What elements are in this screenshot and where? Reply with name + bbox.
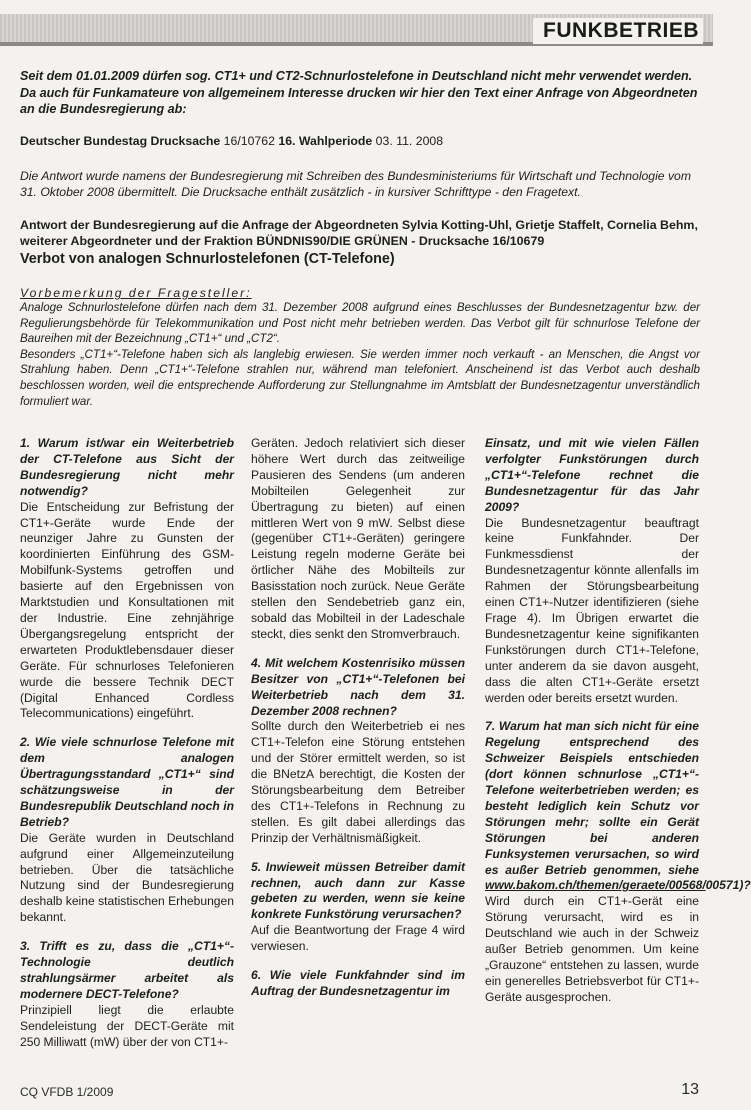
answer-3-continued: Geräten. Jedoch relativiert sich dieser höhere Wert durch das zeitweilige Pausieren des Sendens (um anderen Mobilteilen Gelegenheit zur Übertragung zu bieten) auf einen mittleren Wert von 9 mW. Selbst diese (gegenüber CT1+-Geräten) geringere Leistung regeln moderne Geräte bei örtlicher Nähe des Mobilteils zur Basisstation noch zurück. Neue Geräte stellen den Sendebetrieb ganz ein, sobald das Mobilteil in der Ladeschale steckt, dies senkt den Stromverbrauch.: [251, 436, 465, 641]
answer-5: Auf die Beantwortung der Frage 4 wird verwiesen.: [251, 923, 465, 954]
question-6: 6. Wie viele Funkfahnder sind im Auftrag der Bundesnetzagentur im: [251, 968, 465, 998]
column-1: [20, 436, 234, 1051]
vorbemerkung-text: [20, 300, 700, 409]
question-7: [485, 719, 751, 894]
page-number: 13: [681, 1081, 699, 1098]
question-6-continued: Einsatz, und mit wie vielen Fällen verfolgter Funkstörungen durch „CT1+“-Telefone rechnet die Bundesnetzagentur für das Jahr 2009?: [485, 436, 699, 514]
question-5: 5. Inwieweit müssen Betreiber damit rechnen, auch dann zur Kasse gebeten zu werden, wenn sie keine konkrete Funkstörung verursachen?: [251, 859, 465, 922]
drucksache-date: 03. 11. 2008: [375, 134, 444, 148]
question-4: 4. Mit welchem Kostenrisiko müssen Besitzer von „CT1+“-Telefonen bei Weiterbetrieb nach dem 31. Dezember 2008 rechnen?: [251, 655, 465, 718]
verbot-title: Verbot von analogen Schnurlostelefonen (CT-Telefone): [20, 251, 395, 267]
question-2: 2. Wie viele schnurlose Telefone mit dem analogen Übertragungsstandard „CT1+“ sind schätzungsweise in der Bundesrepublik Deutschland noch in Betrieb?: [20, 735, 234, 829]
question-7-text: 7. Warum hat man sich nicht für eine Regelung entsprechend des Schweizer Beispiels entschieden (dort können schnurlose „CT1+“-Telefone weiterbetrieben werden; es besteht lediglich kein Schutz vor Störungen mehr; sollte ein Gerät Störungen bei anderen Funksystemen verursachen, so wird es außer Betrieb genommen, siehe: [485, 719, 699, 877]
answer-1: Die Entscheidung zur Befristung der CT1+-Geräte wurde Ende der neunziger Jahre zu Gunsten der koordinierten Einführung des GSM-Mobilfunk-Systems getroffen und basierte auf den Ergebnissen von Marktstudien und Konsultationen mit der Industrie. Eine zehnjährige Übergangsregelung entspricht der erwarteten Produktlebensdauer dieser Geräte. Für schnurloses Telefonieren wurde die bessere Technik DECT (Digital Enhanced Cordless Telecommunications) eingeführt.: [20, 499, 234, 721]
bakom-link: www.bakom.ch/themen/geraete/00568/: [485, 878, 706, 893]
drucksache-period: 16. Wahlperiode: [278, 134, 373, 148]
antwort-title: Antwort der Bundesregierung auf die Anfrage der Abgeordneten Sylvia Kotting-Uhl, Grietje Staffelt, Cornelia Behm, weiterer Abgeordneter und der Fraktion BÜNDNIS90/DIE GRÜNEN - Drucksache 16/10679: [20, 218, 698, 249]
section-title: FUNKBETRIEB: [533, 18, 703, 44]
drucksache-number: 16/10762: [223, 134, 275, 148]
column-3: [485, 436, 751, 1006]
answer-4: Sollte durch den Weiterbetrieb ei nes CT1+-Telefon eine Störung entstehen und der Störer ermittelt werden, so ist die BNetzA berechtigt, die Kosten der Störungsbearbeitung dem Betreiber des CT1+-Telefons in Rechnung zu stellen. Es gilt dabei allerdings das Prinzip der Verhältnismäßigkeit.: [251, 719, 465, 845]
question-1: 1. Warum ist/war ein Weiterbetrieb der CT-Telefone aus Sicht der Bundesregierung nicht mehr notwendig?: [20, 436, 234, 498]
vorbemerkung-paragraph: Besonders „CT1+“-Telefone haben sich als langlebig erwiesen. Sie werden immer noch verkauft - an Menschen, die Angst vor Strahlung haben. Denn „CT1+“-Telefone strahlen nur, während man telefoniert. Anscheinend ist das Verbot auch deshalb beschlossen worden, weil die entsprechende Aufforderung zur Stellungnahme im Amtsblatt der Bundesnetzagentur unverständlich formuliert war.: [20, 347, 700, 408]
question-7-tail: 00571)?: [705, 878, 751, 893]
answer-3: Prinzipiell liegt die erlaubte Sendeleistung der DECT-Geräte mit 250 Milliwatt (mW) über der von CT1+-: [20, 1002, 234, 1049]
vorbemerkung-label: Vorbemerkung der Fragesteller:: [20, 286, 252, 300]
vorbemerkung-paragraph: Analoge Schnurlostelefone dürfen nach dem 31. Dezember 2008 aufgrund eines Beschlusses der Bundesnetzagentur bzw. der Regulierungsbehörde für Telekommunikation und Post nicht mehr betrieben werden. Das Verbot gilt für schnurlose Telefone der Baureihen mit der Bezeichnung „CT1+“ und „CT2“.: [20, 301, 700, 346]
drucksache-label: Deutscher Bundestag Drucksache: [20, 134, 221, 148]
answer-6: Die Bundesnetzagentur beauftragt keine Funkfahnder. Der Funkmessdienst der Bundesnetzagentur könnte allenfalls im Rahmen der Störungsbearbeitung einen CT1+-Nutzer identifizieren (siehe Frage 4). Im Übrigen erwartet die Bundesnetzagentur keine signifikanten Funkstörungen durch CT1+-Telefone, unter anderem da sie davon ausgeht, dass die alten CT1+-Geräte ersetzt werden oder bereits ersetzt wurden.: [485, 515, 699, 705]
answer-7: Wird durch ein CT1+-Gerät eine Störung verursacht, wird es in Deutschland wie auch in der Schweiz außer Betrieb genommen. Um keine „Grauzone“ entstehen zu lassen, wurde ein generelles Betriebsverbot für CT1+-Geräte ausgesprochen.: [485, 894, 699, 1004]
publication-footer: CQ VFDB 1/2009: [20, 1085, 114, 1099]
question-3: 3. Trifft es zu, dass die „CT1+“-Technologie deutlich strahlungsärmer arbeitet als modernere DECT-Telefone?: [20, 939, 234, 1001]
answer-2: Die Geräte wurden in Deutschland aufgrund einer Allgemeinzuteilung betrieben. Über die tatsächliche Nutzung sind der Bundesregierung deshalb keine statistischen Erhebungen bekannt.: [20, 830, 234, 925]
column-2: [251, 436, 465, 1000]
antwort-note: Die Antwort wurde namens der Bundesregierung mit Schreiben des Bundesministeriums für Wirtschaft und Technologie vom 31. Oktober 2008 übermittelt. Die Drucksache enthält zusätzlich - in kursiver Schrifttype - den Fragetext.: [20, 169, 691, 200]
drucksache-line: [20, 133, 700, 149]
intro-paragraph: Seit dem 01.01.2009 dürfen sog. CT1+ und CT2-Schnurlostelefone in Deutschland nicht mehr verwendet werden. Da auch für Funkamateure von allgemeinem Interesse drucken wir hier den Text einer Anfrage von Abgeordneten an die Bundesregierung ab:: [20, 69, 698, 117]
